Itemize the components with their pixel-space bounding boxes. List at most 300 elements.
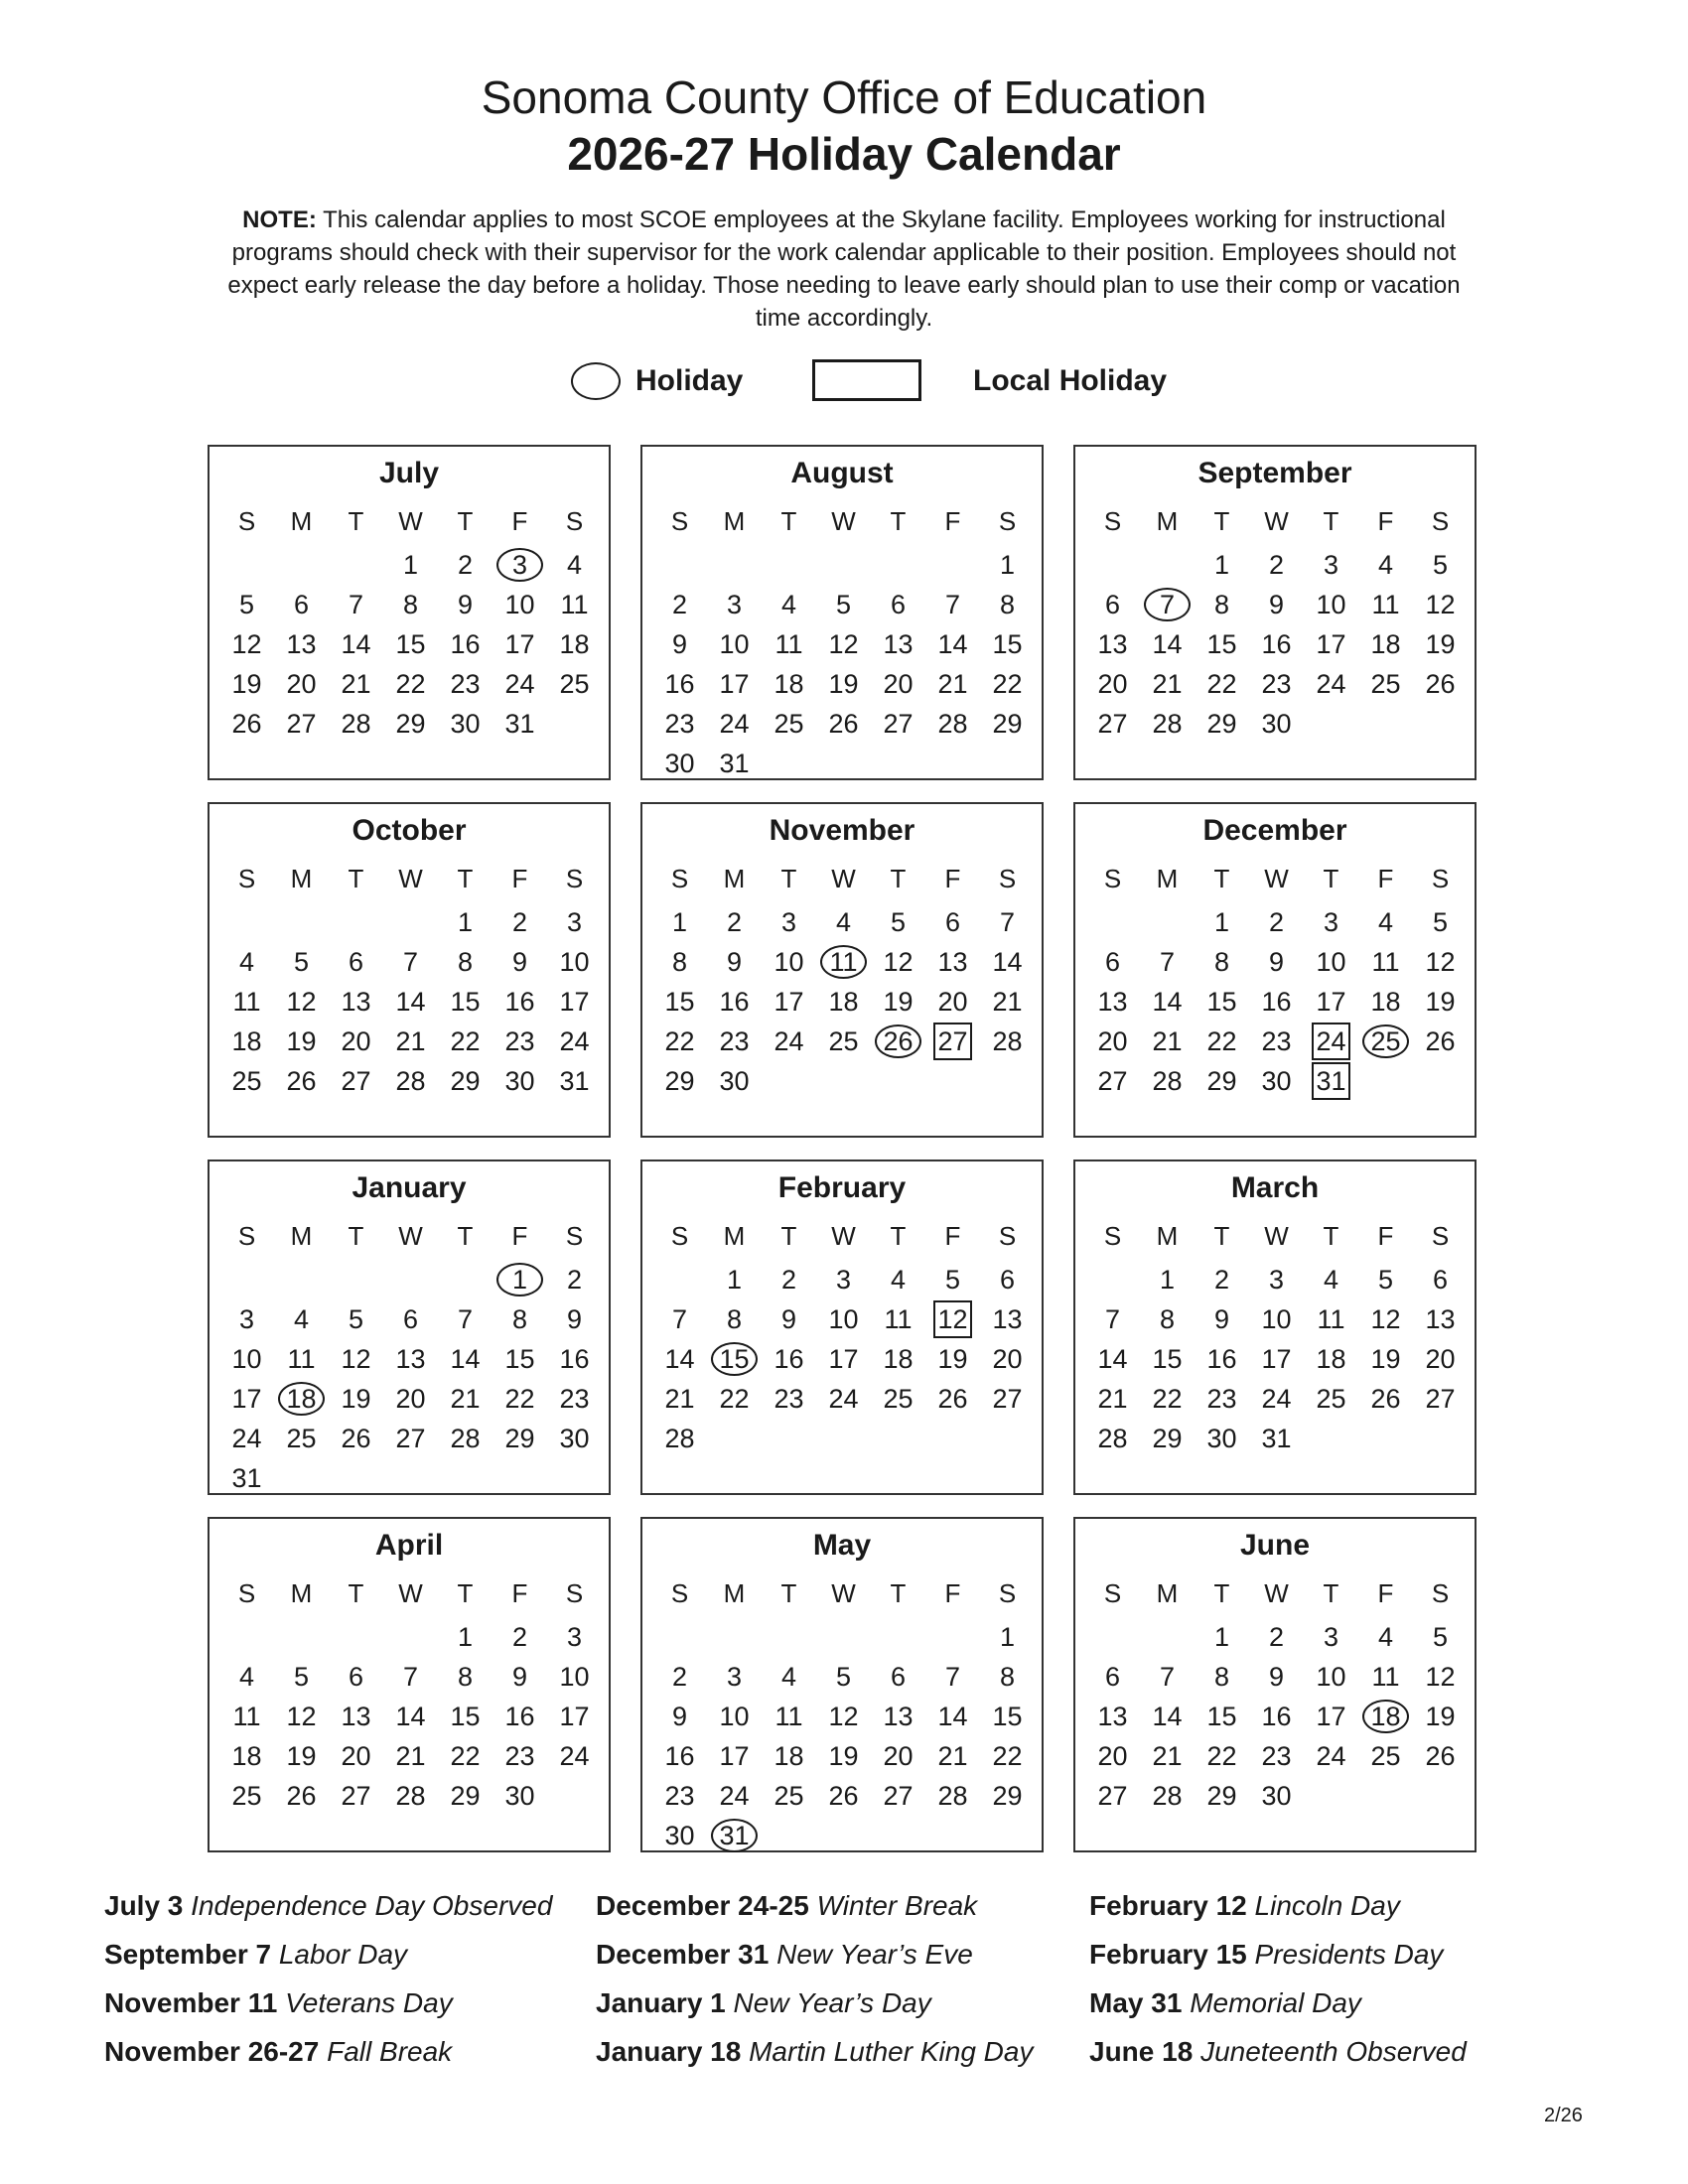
legend — [0, 359, 1688, 403]
empty-cell — [219, 1617, 274, 1657]
day-cell: 1 — [402, 550, 419, 580]
weekday-header: T — [1213, 1221, 1230, 1251]
month-march — [1073, 1160, 1477, 1495]
day-cell: 15 — [992, 629, 1023, 659]
holiday-list-item — [596, 1979, 1033, 2027]
empty-cell — [925, 1816, 980, 1855]
holiday-list-item — [1089, 1881, 1467, 1930]
day-cell: 17 — [774, 987, 804, 1017]
page-number: 2/26 — [1544, 2105, 1583, 2126]
day-cell: 26 — [341, 1424, 371, 1453]
week-row — [652, 1379, 1035, 1419]
day-cell: 16 — [504, 987, 535, 1017]
empty-cell — [274, 1260, 329, 1299]
empty-cell — [980, 1816, 1035, 1855]
day-cell: 14 — [992, 947, 1023, 977]
day-cell: 20 — [341, 1026, 371, 1056]
empty-cell — [980, 744, 1035, 783]
weekday-header: S — [1103, 1221, 1122, 1251]
weekday-header: S — [237, 1221, 256, 1251]
weekday-header: W — [398, 864, 423, 893]
weekday-header: S — [998, 1221, 1017, 1251]
empty-cell — [219, 545, 274, 585]
weekday-header: T — [348, 1221, 364, 1251]
empty-cell — [1304, 1776, 1358, 1816]
week-row — [652, 1260, 1035, 1299]
holiday-oval-icon — [571, 362, 621, 400]
day-cell: 29 — [992, 1781, 1023, 1811]
day-cell: 10 — [1316, 590, 1346, 619]
day-cell: 3 — [726, 1662, 743, 1692]
day-cell: 3 — [835, 1265, 852, 1295]
holiday-date: January 18 — [596, 2036, 742, 2067]
month-october — [208, 802, 611, 1138]
weekday-header: T — [780, 506, 797, 536]
day-cell: 3 — [566, 1622, 583, 1652]
day-cell: 19 — [883, 987, 914, 1017]
empty-cell — [871, 1061, 925, 1101]
holiday-day: 3 — [492, 545, 547, 585]
day-cell: 20 — [992, 1344, 1023, 1374]
day-cell: 28 — [395, 1781, 426, 1811]
holiday-name: Presidents Day — [1254, 1939, 1444, 1970]
week-row — [652, 1776, 1035, 1816]
day-cell: 24 — [719, 1781, 750, 1811]
weekday-header: W — [398, 1578, 423, 1608]
day-cell: 16 — [719, 987, 750, 1017]
holiday-name: Fall Break — [327, 2036, 453, 2067]
day-cell: 1 — [457, 907, 474, 937]
empty-cell — [762, 1617, 816, 1657]
day-cell: 7 — [999, 907, 1016, 937]
empty-cell — [925, 1419, 980, 1458]
day-cell: 28 — [1152, 1781, 1183, 1811]
day-cell: 4 — [1377, 1622, 1394, 1652]
day-cell: 23 — [664, 709, 695, 739]
note-text: This calendar applies to most SCOE employees at the Skylane facility. Employees working for instructional programs should check with their supervisor for the work calendar applicable to their position. Employees should not expect early release the day before a holiday. Those needing to leave early should plan to use their comp or vacation time accordingly. — [227, 206, 1461, 332]
day-cell: 28 — [1097, 1424, 1128, 1453]
week-row — [1085, 1736, 1468, 1776]
holiday-date: January 1 — [596, 1987, 726, 2018]
week-row — [1085, 1022, 1468, 1061]
holiday-list-column — [1089, 1881, 1467, 2076]
month-name: September — [1197, 457, 1352, 489]
week-row — [219, 664, 602, 704]
week-row — [219, 1299, 602, 1339]
day-cell: 23 — [450, 669, 481, 699]
empty-cell — [547, 1458, 602, 1498]
day-cell: 4 — [1377, 907, 1394, 937]
day-cell: 26 — [1425, 1026, 1456, 1056]
day-cell: 5 — [1432, 550, 1449, 580]
day-cell: 15 — [504, 1344, 535, 1374]
day-cell: 4 — [780, 590, 797, 619]
day-cell: 14 — [937, 1702, 968, 1731]
day-cell: 17 — [1316, 1702, 1346, 1731]
day-cell: 10 — [774, 947, 804, 977]
day-cell: 22 — [992, 669, 1023, 699]
holiday-list-column — [596, 1881, 1033, 2076]
day-cell: 4 — [238, 947, 255, 977]
empty-cell — [871, 1617, 925, 1657]
day-cell: 2 — [671, 1662, 688, 1692]
day-cell: 20 — [883, 1741, 914, 1771]
week-row — [219, 942, 602, 982]
day-cell: 9 — [566, 1304, 583, 1334]
day-cell: 29 — [664, 1066, 695, 1096]
day-cell: 29 — [1206, 1066, 1237, 1096]
day-cell: 30 — [664, 749, 695, 778]
day-cell: 8 — [1213, 590, 1230, 619]
holiday-day: 7 — [1140, 585, 1195, 624]
empty-cell — [762, 744, 816, 783]
empty-cell — [1358, 1419, 1413, 1458]
week-row — [652, 664, 1035, 704]
day-cell: 16 — [504, 1702, 535, 1731]
day-cell: 14 — [937, 629, 968, 659]
day-cell: 25 — [286, 1424, 317, 1453]
day-cell: 29 — [992, 709, 1023, 739]
day-cell: 16 — [1206, 1344, 1237, 1374]
month-may — [640, 1517, 1044, 1852]
local-holiday-day: 24 — [1304, 1022, 1358, 1061]
day-cell: 5 — [293, 947, 310, 977]
day-cell: 17 — [231, 1384, 262, 1414]
day-cell: 4 — [890, 1265, 907, 1295]
day-cell: 13 — [341, 1702, 371, 1731]
week-row — [1085, 1260, 1468, 1299]
weekday-header: S — [1431, 864, 1450, 893]
day-cell: 11 — [1317, 1304, 1345, 1334]
day-cell: 6 — [1432, 1265, 1449, 1295]
empty-cell — [816, 744, 871, 783]
day-cell: 16 — [1261, 987, 1292, 1017]
month-name: July — [378, 457, 440, 489]
day-cell: 1 — [726, 1265, 743, 1295]
empty-cell — [707, 1617, 762, 1657]
day-cell: 7 — [944, 1662, 961, 1692]
weekday-header-row — [219, 501, 602, 541]
weekday-header: S — [670, 864, 689, 893]
day-cell: 17 — [559, 987, 590, 1017]
organization-name: Sonoma County Office of Education — [481, 71, 1207, 123]
week-row — [219, 704, 602, 744]
weekday-header: T — [890, 1221, 907, 1251]
week-row — [1085, 1657, 1468, 1697]
day-cell: 31 — [231, 1463, 262, 1493]
week-row — [652, 585, 1035, 624]
holiday-name: Independence Day Observed — [191, 1890, 553, 1921]
month-name: December — [1202, 814, 1347, 847]
day-cell: 16 — [774, 1344, 804, 1374]
weekday-header: T — [1213, 506, 1230, 536]
week-row — [652, 982, 1035, 1022]
week-row — [652, 1419, 1035, 1458]
day-cell: 24 — [828, 1384, 859, 1414]
weekday-header: T — [457, 1221, 474, 1251]
month-february — [640, 1160, 1044, 1495]
holiday-date: September 7 — [104, 1939, 272, 1970]
day-cell: 21 — [450, 1384, 481, 1414]
day-cell: 17 — [1316, 629, 1346, 659]
holiday-date: November 11 — [104, 1987, 278, 2018]
week-row — [652, 1657, 1035, 1697]
empty-cell — [652, 545, 707, 585]
weekday-header-row — [1085, 859, 1468, 898]
day-cell: 15 — [664, 987, 695, 1017]
day-cell: 3 — [1268, 1265, 1285, 1295]
day-cell: 23 — [664, 1781, 695, 1811]
holiday-list-item — [1089, 1979, 1467, 2027]
holiday-date: July 3 — [104, 1890, 184, 1921]
day-cell: 27 — [992, 1384, 1023, 1414]
empty-cell — [707, 545, 762, 585]
week-row — [1085, 1419, 1468, 1458]
day-cell: 21 — [341, 669, 371, 699]
day-cell: 25 — [1316, 1384, 1346, 1414]
day-cell: 27 — [395, 1424, 426, 1453]
empty-cell — [1085, 1260, 1140, 1299]
day-cell: 18 — [1316, 1344, 1346, 1374]
day-cell: 10 — [719, 629, 750, 659]
day-cell: 13 — [1097, 1702, 1128, 1731]
day-cell: 10 — [559, 1662, 590, 1692]
day-cell: 16 — [559, 1344, 590, 1374]
day-cell: 5 — [1432, 907, 1449, 937]
empty-cell — [871, 1419, 925, 1458]
day-cell: 21 — [1152, 1026, 1183, 1056]
day-cell: 26 — [286, 1781, 317, 1811]
weekday-header: T — [1213, 864, 1230, 893]
day-cell: 4 — [835, 907, 852, 937]
day-cell: 11 — [232, 987, 261, 1017]
weekday-header-row — [219, 1216, 602, 1256]
day-cell: 25 — [774, 1781, 804, 1811]
holiday-list-column — [104, 1881, 552, 2076]
empty-cell — [816, 1816, 871, 1855]
day-cell: 2 — [780, 1265, 797, 1295]
week-row — [652, 1697, 1035, 1736]
day-cell: 7 — [1159, 1662, 1176, 1692]
day-cell: 6 — [890, 1662, 907, 1692]
empty-cell — [652, 1617, 707, 1657]
day-cell: 18 — [231, 1741, 262, 1771]
day-cell: 19 — [341, 1384, 371, 1414]
weekday-header: F — [944, 864, 961, 893]
day-cell: 19 — [1370, 1344, 1401, 1374]
day-cell: 15 — [1152, 1344, 1183, 1374]
day-cell: 3 — [1323, 1622, 1339, 1652]
day-cell: 13 — [395, 1344, 426, 1374]
week-row — [1085, 585, 1468, 624]
weekday-header: T — [1213, 1578, 1230, 1608]
day-cell: 6 — [348, 947, 364, 977]
empty-cell — [816, 1061, 871, 1101]
week-row — [652, 704, 1035, 744]
day-cell: 27 — [883, 1781, 914, 1811]
day-cell: 19 — [1425, 629, 1456, 659]
weekday-header: T — [1323, 1578, 1339, 1608]
holiday-list-item — [104, 1979, 552, 2027]
holiday-day: 26 — [871, 1022, 925, 1061]
day-cell: 4 — [293, 1304, 310, 1334]
day-cell: 20 — [1097, 1026, 1128, 1056]
day-cell: 23 — [504, 1741, 535, 1771]
week-row — [1085, 664, 1468, 704]
day-cell: 18 — [1370, 629, 1401, 659]
day-cell: 17 — [1261, 1344, 1292, 1374]
holiday-day: 18 — [274, 1379, 329, 1419]
day-cell: 3 — [780, 907, 797, 937]
month-grid — [1085, 859, 1468, 1101]
empty-cell — [274, 902, 329, 942]
week-row — [219, 624, 602, 664]
day-cell: 27 — [1097, 1781, 1128, 1811]
empty-cell — [871, 1816, 925, 1855]
day-cell: 5 — [1377, 1265, 1394, 1295]
empty-cell — [329, 1260, 383, 1299]
day-cell: 14 — [1152, 1702, 1183, 1731]
day-cell: 11 — [1371, 947, 1400, 977]
empty-cell — [925, 545, 980, 585]
weekday-header: S — [998, 506, 1017, 536]
week-row — [1085, 902, 1468, 942]
day-cell: 6 — [1104, 947, 1121, 977]
day-cell: 23 — [774, 1384, 804, 1414]
day-cell: 18 — [828, 987, 859, 1017]
day-cell: 8 — [671, 947, 688, 977]
day-cell: 15 — [1206, 987, 1237, 1017]
day-cell: 30 — [719, 1066, 750, 1096]
day-cell: 16 — [664, 1741, 695, 1771]
page-header — [0, 69, 1688, 183]
day-cell: 5 — [835, 1662, 852, 1692]
day-cell: 28 — [1152, 1066, 1183, 1096]
week-row — [219, 1061, 602, 1101]
empty-cell — [652, 1260, 707, 1299]
weekday-header: T — [1323, 864, 1339, 893]
weekday-header-row — [219, 859, 602, 898]
day-cell: 27 — [883, 709, 914, 739]
day-cell: 27 — [1425, 1384, 1456, 1414]
empty-cell — [1140, 545, 1195, 585]
weekday-header: F — [1377, 864, 1394, 893]
week-row — [1085, 545, 1468, 585]
weekday-header: M — [290, 1578, 313, 1608]
empty-cell — [1085, 545, 1140, 585]
day-cell: 28 — [1152, 709, 1183, 739]
day-cell: 18 — [774, 669, 804, 699]
empty-cell — [219, 1260, 274, 1299]
day-cell: 7 — [1159, 947, 1176, 977]
day-cell: 26 — [286, 1066, 317, 1096]
day-cell: 1 — [999, 550, 1016, 580]
day-cell: 12 — [1425, 947, 1456, 977]
day-cell: 14 — [341, 629, 371, 659]
weekday-header: W — [1264, 864, 1289, 893]
weekday-header: W — [398, 506, 423, 536]
empty-cell — [1304, 704, 1358, 744]
empty-cell — [1358, 704, 1413, 744]
holiday-day: 18 — [1358, 1697, 1413, 1736]
weekday-header: M — [723, 864, 746, 893]
holiday-date: February 15 — [1089, 1939, 1247, 1970]
weekday-header: S — [1431, 1578, 1450, 1608]
day-cell: 30 — [559, 1424, 590, 1453]
day-cell: 12 — [828, 1702, 859, 1731]
weekday-header: S — [670, 1578, 689, 1608]
day-cell: 3 — [726, 590, 743, 619]
month-name: June — [1239, 1529, 1311, 1562]
legend-local-holiday-label: Local Holiday — [973, 364, 1168, 397]
holiday-name: New Year’s Day — [733, 1987, 931, 2018]
weekday-header: M — [290, 1221, 313, 1251]
day-cell: 24 — [559, 1026, 590, 1056]
day-cell: 22 — [1206, 1741, 1237, 1771]
week-row — [652, 1816, 1035, 1855]
day-cell: 8 — [511, 1304, 528, 1334]
day-cell: 19 — [231, 669, 262, 699]
day-cell: 13 — [1097, 629, 1128, 659]
empty-cell — [1304, 1419, 1358, 1458]
week-row — [1085, 704, 1468, 744]
day-cell: 18 — [883, 1344, 914, 1374]
day-cell: 26 — [1425, 669, 1456, 699]
day-cell: 26 — [828, 709, 859, 739]
day-cell: 30 — [450, 709, 481, 739]
day-cell: 18 — [1370, 987, 1401, 1017]
day-cell: 28 — [992, 1026, 1023, 1056]
week-row — [1085, 1617, 1468, 1657]
day-cell: 24 — [559, 1741, 590, 1771]
day-cell: 10 — [828, 1304, 859, 1334]
day-cell: 20 — [341, 1741, 371, 1771]
day-cell: 22 — [504, 1384, 535, 1414]
week-row — [652, 902, 1035, 942]
empty-cell — [383, 902, 438, 942]
month-july — [208, 445, 611, 780]
day-cell: 6 — [348, 1662, 364, 1692]
month-name: August — [790, 457, 894, 489]
day-cell: 4 — [1377, 550, 1394, 580]
day-cell: 31 — [504, 709, 535, 739]
day-cell: 8 — [402, 590, 419, 619]
day-cell: 29 — [450, 1066, 481, 1096]
day-cell: 26 — [1370, 1384, 1401, 1414]
week-row — [219, 1260, 602, 1299]
day-cell: 2 — [457, 550, 474, 580]
day-cell: 28 — [664, 1424, 695, 1453]
weekday-header: S — [1103, 864, 1122, 893]
day-cell: 20 — [937, 987, 968, 1017]
empty-cell — [329, 1617, 383, 1657]
day-cell: 30 — [504, 1066, 535, 1096]
day-cell: 10 — [1316, 947, 1346, 977]
day-cell: 5 — [890, 907, 907, 937]
weekday-header: S — [998, 1578, 1017, 1608]
day-cell: 29 — [1206, 1781, 1237, 1811]
holiday-day: 15 — [707, 1339, 762, 1379]
day-cell: 21 — [1152, 669, 1183, 699]
empty-cell — [816, 1419, 871, 1458]
empty-cell — [1413, 704, 1468, 744]
legend-holiday-label: Holiday — [635, 364, 744, 397]
week-row — [219, 1776, 602, 1816]
day-cell: 27 — [341, 1781, 371, 1811]
holiday-date: June 18 — [1089, 2036, 1194, 2067]
day-cell: 9 — [1268, 1662, 1285, 1692]
weekday-header: F — [1377, 1221, 1394, 1251]
